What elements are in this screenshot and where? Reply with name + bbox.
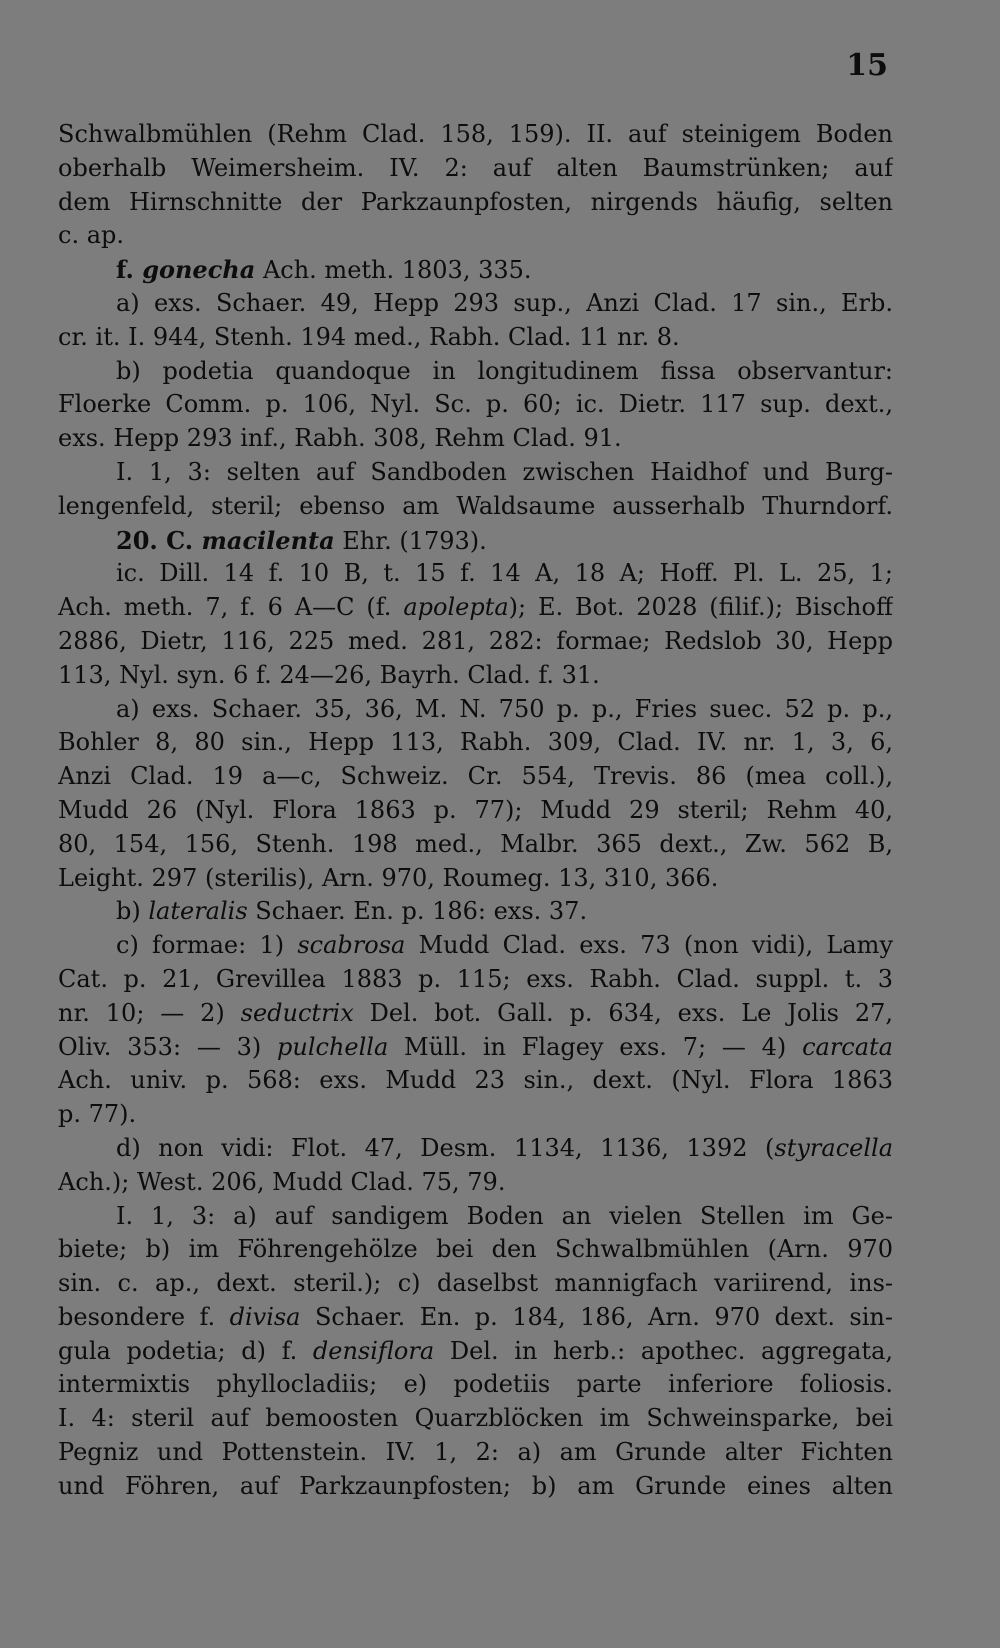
text-segment: d) non vidi: Flot. 47, Desm. 1134, 1136, 1392 ( xyxy=(116,1133,775,1162)
text-line xyxy=(58,355,893,389)
body-text xyxy=(58,118,893,1504)
text-line xyxy=(58,287,893,321)
text-segment: lengenfeld, steril; ebenso am Waldsaume ausserhalb Thurndorf. xyxy=(58,491,893,520)
text-segment: 2886, Dietr, 116, 225 med. 281, 282: formae; Redslob 30, Hepp xyxy=(58,626,893,655)
text-line xyxy=(58,828,893,862)
text-segment: gula podetia; d) f. xyxy=(58,1336,313,1365)
text-line xyxy=(58,1064,893,1098)
text-segment: a) exs. Schaer. 49, Hepp 293 sup., Anzi Clad. 17 sin., Erb. xyxy=(116,288,893,317)
text-segment: I. 1, 3: a) auf sandigem Boden an vielen Stellen im Ge- xyxy=(116,1201,893,1230)
text-segment: Mudd Clad. exs. 73 (non vidi), Lamy xyxy=(405,931,893,960)
text-segment: densiflora xyxy=(312,1336,435,1365)
text-line xyxy=(58,152,893,186)
text-segment: Floerke Comm. p. 106, Nyl. Sc. p. 60; ic. Dietr. 117 sup. dext., xyxy=(58,390,893,419)
text-segment: Del. bot. Gall. p. 634, exs. Le Jolis 27, xyxy=(353,998,893,1027)
text-segment: Cat. p. 21, Grevillea 1883 p. 115; exs. Rabh. Clad. suppl. t. 3 xyxy=(58,964,893,993)
text-line xyxy=(58,929,893,963)
text-segment: Bohler 8, 80 sin., Hepp 113, Rabh. 309, Clad. IV. nr. 1, 3, 6, xyxy=(58,728,893,757)
text-line xyxy=(58,997,893,1031)
text-line xyxy=(58,1402,893,1436)
text-line xyxy=(58,321,893,355)
text-line xyxy=(58,118,893,152)
text-segment: Ehr. (1793). xyxy=(334,526,487,555)
text-segment: seductrix xyxy=(240,998,354,1027)
text-segment: ic. Dill. 14 f. 10 B, t. 15 f. 14 A, 18 A; Hoff. Pl. L. 25, 1; xyxy=(116,559,893,588)
text-line xyxy=(58,1132,893,1166)
text-line xyxy=(58,659,893,693)
text-segment: Müll. in Flagey exs. 7; — 4) xyxy=(388,1032,803,1061)
text-line xyxy=(58,186,893,220)
text-line xyxy=(58,963,893,997)
text-line xyxy=(58,895,893,929)
text-segment: Pegniz und Pottenstein. IV. 1, 2: a) am Grunde alter Fichten xyxy=(58,1438,893,1467)
text-segment: f. xyxy=(116,255,143,285)
text-line xyxy=(58,726,893,760)
text-line xyxy=(58,388,893,422)
text-segment: cr. it. I. 944, Stenh. 194 med., Rabh. Clad. 11 nr. 8. xyxy=(58,322,680,351)
text-line xyxy=(58,1267,893,1301)
text-line xyxy=(58,1166,893,1200)
text-segment: Schaer. En. p. 184, 186, Arn. 970 dext. sin- xyxy=(300,1302,893,1331)
text-segment: intermixtis phyllocladiis; e) podetiis parte inferiore foliosis. xyxy=(58,1370,893,1399)
text-segment: apolepta xyxy=(403,593,509,622)
text-line xyxy=(58,456,893,490)
page-number: 15 xyxy=(846,48,888,83)
text-segment: scabrosa xyxy=(297,931,406,960)
text-segment: oberhalb Weimersheim. IV. 2: auf alten Baumstrünken; auf xyxy=(58,153,893,182)
text-segment: Ach.); West. 206, Mudd Clad. 75, 79. xyxy=(58,1167,506,1196)
text-line xyxy=(58,1335,893,1369)
text-segment: exs. Hepp 293 inf., Rabh. 308, Rehm Clad. 91. xyxy=(58,424,622,453)
text-segment: besondere f. xyxy=(58,1302,230,1331)
text-line xyxy=(58,591,893,625)
text-line xyxy=(58,1368,893,1402)
text-segment: lateralis xyxy=(148,897,248,926)
text-line xyxy=(58,1436,893,1470)
text-segment: Ach. univ. p. 568: exs. Mudd 23 sin., dext. (Nyl. Flora 1863 xyxy=(58,1066,893,1095)
text-segment: gonecha xyxy=(142,255,256,285)
text-line xyxy=(58,1098,893,1132)
text-segment: nr. 10; — 2) xyxy=(58,998,241,1027)
text-segment: macilenta xyxy=(201,525,335,555)
text-segment: b) xyxy=(116,897,149,926)
text-segment: 113, Nyl. syn. 6 f. 24—26, Bayrh. Clad. f. 31. xyxy=(58,660,600,689)
text-segment: p. 77). xyxy=(58,1100,137,1129)
text-segment: Anzi Clad. 19 a—c, Schweiz. Cr. 554, Trevis. 86 (mea coll.), xyxy=(58,762,893,791)
text-line xyxy=(58,794,893,828)
text-line xyxy=(58,1233,893,1267)
text-segment: c) formae: 1) xyxy=(116,931,298,960)
text-line xyxy=(58,1200,893,1234)
text-line xyxy=(58,219,893,253)
text-segment: Leight. 297 (sterilis), Arn. 970, Roumeg. 13, 310, 366. xyxy=(58,863,719,892)
text-segment: c. ap. xyxy=(58,221,124,250)
text-line xyxy=(58,557,893,591)
text-segment: a) exs. Schaer. 35, 36, M. N. 750 p. p., Fries suec. 52 p. p., xyxy=(116,694,893,723)
text-line xyxy=(58,693,893,727)
text-line xyxy=(58,422,893,456)
text-segment: pulchella xyxy=(277,1032,389,1061)
text-line xyxy=(58,1470,893,1504)
text-segment: Schwalbmühlen (Rehm Clad. 158, 159). II. auf steinigem Boden xyxy=(58,120,893,148)
text-segment: Oliv. 353: — 3) xyxy=(58,1032,277,1061)
text-segment: Ach. meth. 7, f. 6 A—C (f. xyxy=(58,593,404,622)
text-segment: carcata xyxy=(802,1032,893,1061)
text-segment: Mudd 26 (Nyl. Flora 1863 p. 77); Mudd 29 steril; Rehm 40, xyxy=(58,795,893,824)
text-segment: dem Hirnschnitte der Parkzaunpfosten, nirgends häufig, selten xyxy=(58,187,893,216)
text-segment: und Föhren, auf Parkzaunpfosten; b) am Grunde eines alten xyxy=(58,1471,893,1500)
text-segment: 80, 154, 156, Stenh. 198 med., Malbr. 365 dext., Zw. 562 B, xyxy=(58,829,893,858)
text-segment: styracella xyxy=(774,1133,893,1162)
text-line xyxy=(58,625,893,659)
text-line xyxy=(58,1031,893,1065)
text-segment: Ach. meth. 1803, 335. xyxy=(255,256,532,285)
text-segment: 20. C. xyxy=(116,525,202,555)
text-segment: Schaer. En. p. 186: exs. 37. xyxy=(247,897,588,926)
text-segment: I. 4: steril auf bemoosten Quarzblöcken im Schweinsparke, bei xyxy=(58,1404,893,1433)
text-line xyxy=(58,253,893,287)
text-line xyxy=(58,1301,893,1335)
text-segment: biete; b) im Föhrengehölze bei den Schwalbmühlen (Arn. 970 xyxy=(58,1235,893,1264)
text-segment: b) podetia quandoque in longitudinem fissa observantur: xyxy=(116,356,893,385)
text-segment: I. 1, 3: selten auf Sandboden zwischen Haidhof und Burg- xyxy=(116,457,893,486)
text-line xyxy=(58,524,893,558)
text-line xyxy=(58,490,893,524)
text-segment: divisa xyxy=(229,1302,301,1331)
text-segment: Del. in herb.: apothec. aggregata, xyxy=(434,1336,893,1365)
text-line xyxy=(58,760,893,794)
text-line xyxy=(58,862,893,896)
text-segment: sin. c. ap., dext. steril.); c) daselbst mannigfach variirend, ins- xyxy=(58,1269,893,1298)
text-segment: ); E. Bot. 2028 (filif.); Bischoff xyxy=(508,593,893,622)
